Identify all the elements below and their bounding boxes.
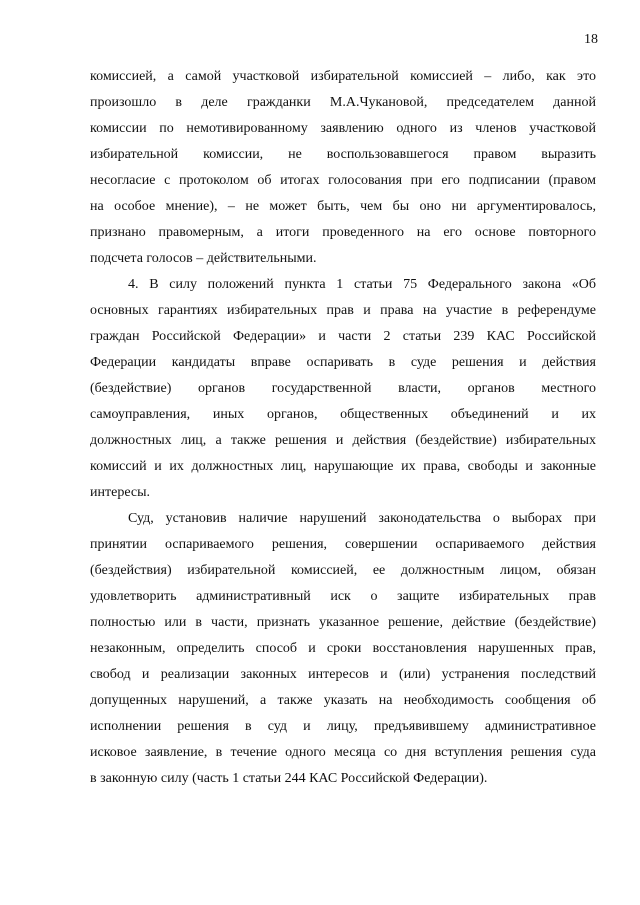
paragraph-line: должностных лиц, а также решения и действия (бездействие) избирательных	[90, 433, 596, 448]
paragraph-line: свобод и реализации законных интересов и (или) устранения последствий	[90, 667, 596, 682]
paragraph-line: (бездействия) избирательной комиссией, ее должностным лицом, обязан	[90, 563, 596, 578]
paragraph-line: на особое мнение), – не может быть, чем бы оно ни аргументировалось,	[90, 199, 596, 214]
paragraph-line: допущенных нарушений, а также указать на необходимость сообщения об	[90, 693, 596, 708]
paragraph-line: полностью или в части, признать указанное решение, действие (бездействие)	[90, 615, 596, 630]
paragraph-line: комиссией, а самой участковой избирательной комиссией – либо, как это	[90, 69, 596, 84]
paragraph-line: Федерации кандидаты вправе оспаривать в суде решения и действия	[90, 355, 596, 370]
paragraph-line: исполнении решения в суд и лицу, предъявившему административное	[90, 719, 596, 734]
paragraph-line: принятии оспариваемого решения, совершении оспариваемого действия	[90, 537, 596, 552]
paragraph	[90, 272, 596, 506]
document-body	[90, 64, 596, 792]
paragraph-line: незаконным, определить способ и сроки восстановления нарушенных прав,	[90, 641, 596, 656]
paragraph-line: в законную силу (часть 1 статьи 244 КАС Российской Федерации).	[90, 771, 488, 786]
paragraph-line: комиссии по немотивированному заявлению одного из членов участковой	[90, 121, 596, 136]
paragraph-line: самоуправления, иных органов, общественных объединений и их	[90, 407, 596, 422]
paragraph-line: Суд, установив наличие нарушений законодательства о выборах при	[128, 511, 596, 526]
paragraph-line: основных гарантиях избирательных прав и права на участие в референдуме	[90, 303, 596, 318]
paragraph-line: (бездействие) органов государственной власти, органов местного	[90, 381, 596, 396]
page-number: 18	[584, 32, 598, 47]
paragraph-line: 4. В силу положений пункта 1 статьи 75 Федерального закона «Об	[128, 277, 596, 292]
paragraph-line: признано правомерным, а итоги проведенного на его основе повторного	[90, 225, 596, 240]
paragraph-line: исковое заявление, в течение одного месяца со дня вступления решения суда	[90, 745, 596, 760]
paragraph-line: комиссий и их должностных лиц, нарушающие их права, свободы и законные	[90, 459, 596, 474]
paragraph-line: интересы.	[90, 485, 150, 500]
paragraph-line: подсчета голосов – действительными.	[90, 251, 317, 266]
paragraph-line: граждан Российской Федерации» и части 2 статьи 239 КАС Российской	[90, 329, 596, 344]
paragraph-line: произошло в деле гражданки М.А.Чукановой, председателем данной	[90, 95, 596, 110]
paragraph	[90, 64, 596, 272]
paragraph-line: несогласие с протоколом об итогах голосования при его подписании (правом	[90, 173, 596, 188]
paragraph	[90, 506, 596, 792]
paragraph-line: избирательной комиссии, не воспользовавшегося правом выразить	[90, 147, 596, 162]
paragraph-line: удовлетворить административный иск о защите избирательных прав	[90, 589, 596, 604]
